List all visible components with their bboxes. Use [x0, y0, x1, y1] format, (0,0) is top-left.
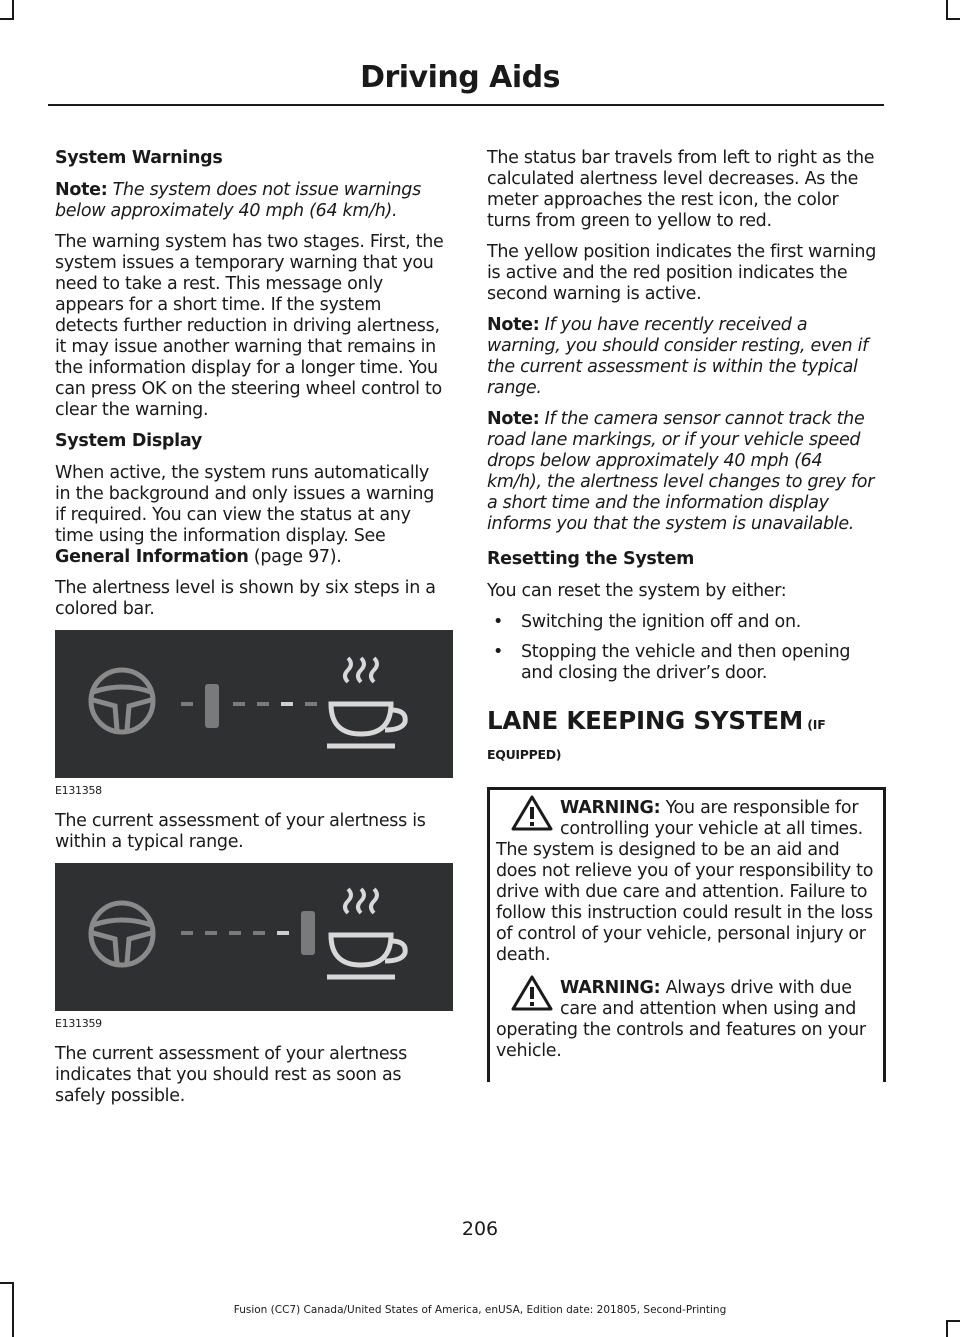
reset-options-list	[487, 612, 879, 684]
heading-resetting: Resetting the System	[487, 549, 695, 569]
crop-mark	[946, 1320, 948, 1337]
left-column	[55, 148, 447, 1117]
paragraph-rest: The current assessment of your alertness indicates that you should rest as soon as safely possible.	[55, 1044, 407, 1106]
section-subtitle: EQUIPPED)	[487, 747, 562, 762]
list-item: • Stopping the vehicle and then opening and closing the driver’s door.	[493, 642, 851, 683]
steering-wheel-icon	[91, 670, 153, 732]
crop-mark	[946, 1320, 960, 1322]
paragraph-typical-range: The current assessment of your alertness is within a typical range.	[55, 811, 426, 852]
heading-system-display: System Display	[55, 431, 202, 451]
alertness-bar	[181, 911, 315, 955]
image-code: E131359	[55, 1017, 102, 1030]
crop-mark	[0, 18, 14, 20]
right-column	[487, 148, 879, 1082]
note-min-speed: Note: The system does not issue warnings below approximately 40 mph (64 km/h).	[55, 180, 421, 221]
warning-triangle-icon	[510, 974, 554, 1012]
section-title-lane-keeping: LANE KEEPING SYSTEM (IF	[487, 706, 826, 735]
paragraph-yellow-red: The yellow position indicates the first warning is active and the red position indicates the second warning is active.	[487, 242, 877, 304]
alertness-display-typical-image	[55, 630, 453, 778]
heading-system-warnings: System Warnings	[55, 148, 223, 168]
page-header-title: Driving Aids	[360, 60, 560, 95]
footer-edition: Fusion (CC7) Canada/United States of America, enUSA, Edition date: 201805, Second-Printing	[233, 1304, 727, 1316]
steering-wheel-icon	[91, 903, 153, 965]
coffee-cup-icon	[327, 889, 405, 977]
crop-mark	[946, 18, 960, 20]
bullet-marker: •	[493, 642, 504, 662]
crop-mark	[946, 0, 948, 20]
link-general-information[interactable]: General Information	[55, 547, 249, 567]
header-rule	[48, 104, 884, 106]
paragraph-status-bar: The status bar travels from left to right as the calculated alertness level decreases. As the meter approaches the rest icon, the color turns from green to yellow to red.	[487, 148, 875, 231]
coffee-cup-icon	[327, 658, 405, 746]
warning-box	[487, 787, 886, 1082]
warning-due-care: WARNING: Always drive with due care and attention when using and operating the controls and features on your vehicle.	[496, 978, 877, 1062]
bullet-marker: •	[493, 612, 504, 632]
warning-responsible: WARNING: You are responsible for controlling your vehicle at all times. The system is designed to be an aid and does not relieve you of your responsibility to drive with due care and attention. Failure to follow this instruction could result in the loss of control of your vehicle, personal injury or death.	[496, 798, 877, 966]
crop-mark	[12, 0, 14, 20]
image-code: E131358	[55, 784, 102, 797]
paragraph-reset: You can reset the system by either:	[487, 581, 787, 601]
crop-mark	[0, 1282, 14, 1284]
paragraph-active: When active, the system runs automatically in the background and only issues a warning if required. You can view the status at any time using the information display. See General Information (page 97).	[55, 463, 435, 567]
list-item: • Switching the ignition off and on.	[493, 612, 802, 632]
note-camera-sensor: Note: If the camera sensor cannot track the road lane markings, or if your vehicle speed drops below approximately 40 mph (64 km/h), the alertness level changes to grey for a short time and the information display informs you that the system is unavailable.	[487, 409, 875, 534]
warning-triangle-icon	[510, 794, 554, 832]
note-recent-warning: Note: If you have recently received a warning, you should consider resting, even if the current assessment is within the typical range.	[487, 315, 868, 398]
alertness-display-rest-image	[55, 863, 453, 1011]
alertness-bar	[181, 684, 317, 728]
page-number: 206	[461, 1218, 499, 1240]
paragraph-six-steps: The alertness level is shown by six steps in a colored bar.	[55, 578, 436, 619]
paragraph-two-stages: The warning system has two stages. First, the system issues a temporary warning that you need to take a rest. This message only appears for a short time. If the system detects further reduction in driving alertness, it may issue another warning that remains in the information display for a longer time. You can press OK on the steering wheel control to clear the warning.	[55, 232, 444, 420]
